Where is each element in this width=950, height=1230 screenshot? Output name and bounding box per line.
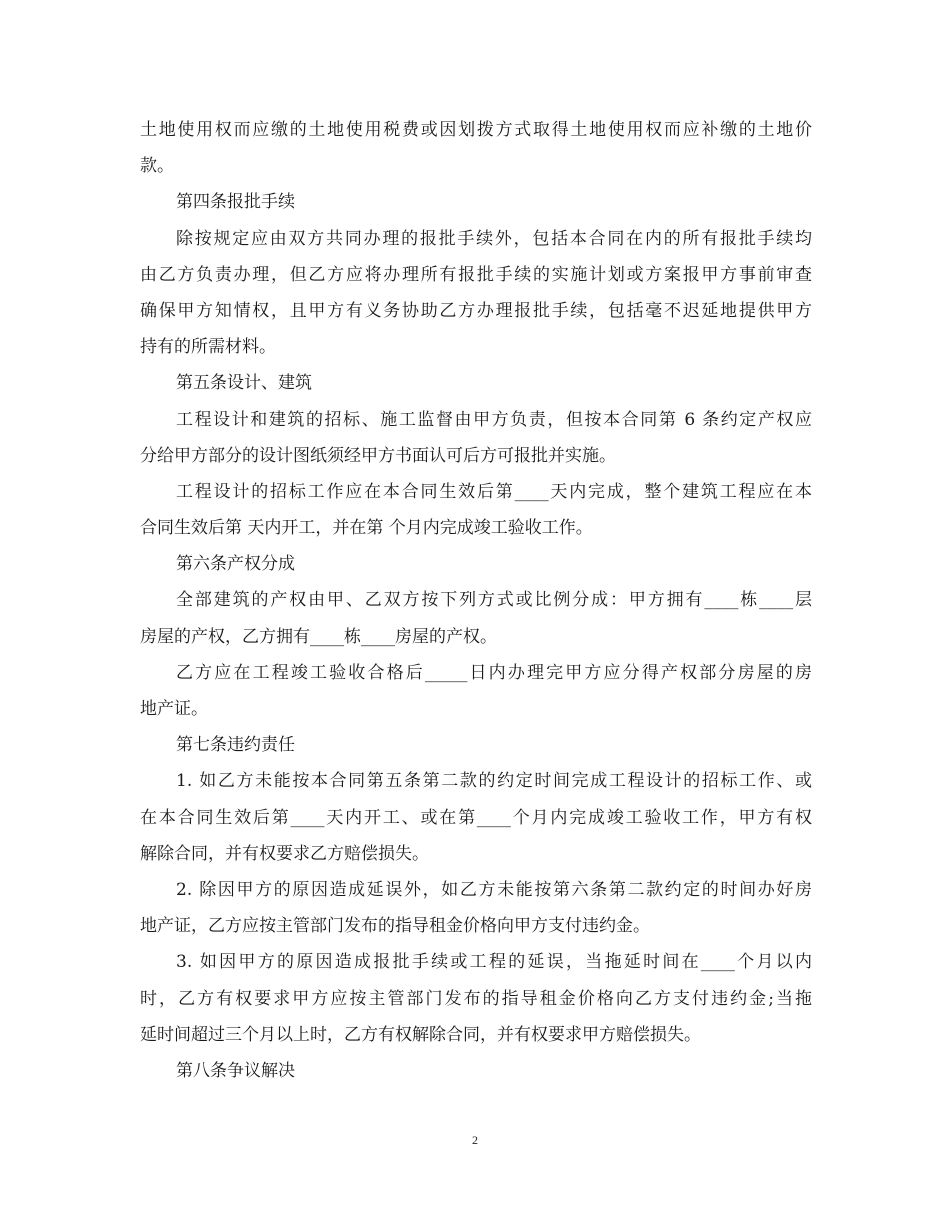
paragraph-line: 在本合同生效后第____天内开工、或在第____个月内完成竣工验收工作，甲方有权 bbox=[140, 807, 812, 828]
paragraph-line: 3. 如因甲方的原因造成报批手续或工程的延误，当拖延时间在____个月以内 bbox=[176, 952, 812, 973]
paragraph-line: 确保甲方知情权，且甲方有义务协助乙方办理报批手续，包括毫不迟延地提供甲方 bbox=[140, 300, 812, 321]
document-body bbox=[140, 112, 812, 1089]
paragraph-line: 乙方应在工程竣工验收合格后_____日内办理完甲方应分得产权部分房屋的房 bbox=[176, 662, 812, 683]
paragraph-line: 延时间超过三个月以上时，乙方有权解除合同，并有权要求甲方赔偿损失。 bbox=[140, 1024, 701, 1045]
paragraph-line: 土地使用权而应缴的土地使用税费或因划拨方式取得土地使用权而应补缴的土地价 bbox=[140, 120, 812, 140]
paragraph-line: 房屋的产权，乙方拥有____栋____房屋的产权。 bbox=[140, 626, 497, 647]
paragraph-line: 时，乙方有权要求甲方应按主管部门发布的指导租金价格向乙方支付违约金;当拖 bbox=[140, 988, 812, 1009]
paragraph-line: 2. 除因甲方的原因造成延误外，如乙方未能按第六条第二款约定的时间办好房 bbox=[176, 879, 812, 900]
paragraph-line: 工程设计的招标工作应在本合同生效后第____天内完成，整个建筑工程应在本 bbox=[176, 481, 812, 502]
paragraph-line: 除按规定应由双方共同办理的报批手续外，包括本合同在内的所有报批手续均 bbox=[176, 228, 812, 249]
paragraph-line: 款。 bbox=[140, 156, 174, 177]
paragraph-line: 1. 如乙方未能按本合同第五条第二款的约定时间完成工程设计的招标工作、或 bbox=[176, 771, 812, 792]
paragraph-line: 分给甲方部分的设计图纸须经甲方书面认可后方可报批并实施。 bbox=[140, 445, 616, 466]
paragraph-line: 持有的所需材料。 bbox=[140, 337, 276, 358]
paragraph-line: 全部建筑的产权由甲、乙双方按下列方式或比例分成：甲方拥有____栋____层 bbox=[176, 590, 812, 611]
paragraph-line: 地产证，乙方应按主管部门发布的指导租金价格向甲方支付违约金。 bbox=[140, 916, 650, 937]
section-heading: 第六条产权分成 bbox=[176, 554, 295, 575]
paragraph-line: 解除合同，并有权要求乙方赔偿损失。 bbox=[140, 843, 429, 864]
paragraph-line: 地产证。 bbox=[140, 699, 208, 719]
section-heading: 第八条争议解决 bbox=[176, 1060, 295, 1081]
paragraph-line: 由乙方负责办理，但乙方应将办理所有报批手续的实施计划或方案报甲方事前审查 bbox=[140, 264, 812, 285]
paragraph-line: 工程设计和建筑的招标、施工监督由甲方负责，但按本合同第 6 条约定产权应 bbox=[176, 409, 812, 430]
section-heading: 第五条设计、建筑 bbox=[176, 373, 312, 394]
page-number: 2 bbox=[472, 1133, 478, 1147]
section-heading: 第七条违约责任 bbox=[176, 735, 295, 756]
section-heading: 第四条报批手续 bbox=[176, 192, 295, 213]
paragraph-line: 合同生效后第 天内开工，并在第 个月内完成竣工验收工作。 bbox=[140, 518, 593, 539]
